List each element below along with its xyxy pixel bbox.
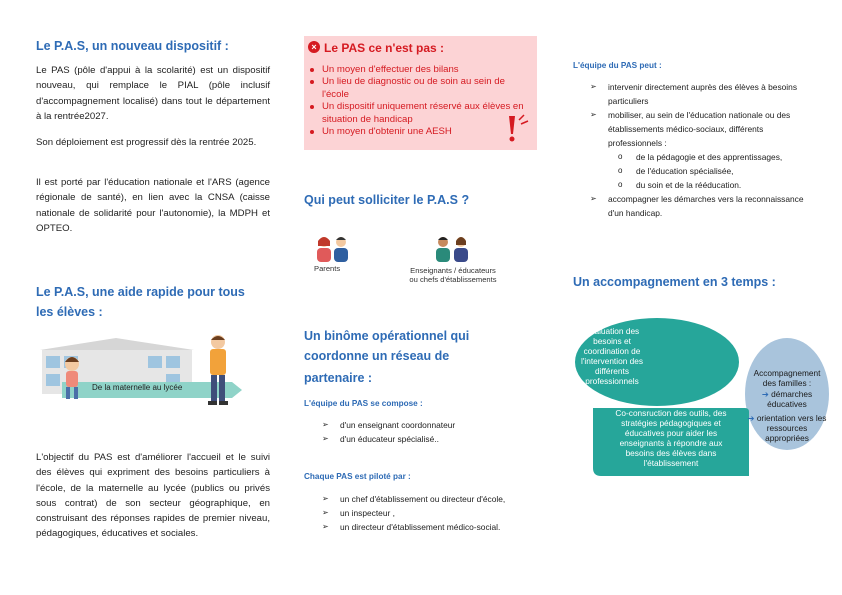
bubble-familles-title: Accompagnement des familles :	[753, 368, 821, 388]
equipe-peut-list	[590, 80, 810, 150]
label-enseignants	[398, 266, 508, 284]
label-enseignants-line1: Enseignants / éducateurs	[410, 266, 496, 275]
bubble-familles	[747, 368, 827, 443]
equipe-compose-title: L'équipe du PAS se compose :	[304, 399, 423, 408]
paragraph-objectif: L'objectif du PAS est d'améliorer l'accueil et le suivi des élèves qui expriment des besoins particuliers à l'école, de la maternelle au lycée (publics ou privés sous contrat) de son secteur géographique, en construisant des réponses rapides de premier niveau, pédagogiques, éducatives et sociales.	[36, 452, 270, 540]
paragraph-pas-definition: Le PAS (pôle d'appui à la scolarité) est un dispositif nouveau, qui remplace le PIAL (pôle inclusif d'accompagnement localisé) dans tout le département à la rentrée2027.	[36, 65, 270, 122]
illustration-maternelle-lycee	[38, 332, 270, 412]
list-item: Un dispositif uniquement réservé aux élèves en situation de handicap	[308, 101, 532, 126]
title-qui-peut-solliciter: Qui peut solliciter le P.A.S ?	[304, 193, 470, 207]
red-box-list	[308, 64, 532, 138]
pilote-list	[322, 492, 542, 534]
list-item: ➢ d'un enseignant coordonnateur	[322, 420, 456, 430]
list-item: ➢ accompagner les démarches vers la reconnaissance d'un handicap.	[590, 194, 804, 218]
bubble-coconstruction: Co-consruction des outils, des stratégies pédagogiques et éducatives pour aider les enseignants à répondre aux besoins des élèves dans l'établissement	[615, 408, 727, 468]
accompagnement-diagram	[565, 312, 831, 482]
pilote-title: Chaque PAS est piloté par :	[304, 472, 411, 481]
list-item: o du soin et de la rééducation.	[618, 180, 742, 190]
parents-icon	[313, 234, 355, 262]
list-item: o de la pédagogie et des apprentissages,	[618, 152, 783, 162]
title-accompagnement-3-temps: Un accompagnement en 3 temps :	[573, 275, 776, 289]
list-item: Un moyen d'obtenir une AESH	[308, 126, 532, 138]
equipe-peut-list-end	[590, 192, 810, 220]
teachers-icon	[432, 234, 474, 262]
red-box-pas-nest-pas	[304, 36, 537, 150]
list-item: ➢ un inspecteur ,	[322, 508, 395, 518]
title-binome-1: Un binôme opérationnel qui	[304, 329, 470, 343]
title-binome-2: coordonne un réseau de	[304, 349, 450, 363]
list-item: o de l'éducation spécialisée,	[618, 166, 734, 176]
close-icon: ×	[308, 41, 320, 53]
bubble-familles-item: ➔ orientation vers les ressources appropriées	[747, 413, 827, 443]
title-binome-3: partenaire :	[304, 371, 373, 385]
exclamation-icon	[506, 114, 530, 144]
equipe-peut-block	[590, 80, 810, 220]
red-box-title: Le PAS ce n'est pas :	[324, 41, 445, 55]
list-item: ➢ un directeur d'établissement médico-social.	[322, 522, 501, 532]
bubble-familles-item: ➔ démarches éducatives	[761, 389, 813, 409]
label-parents: Parents	[314, 264, 341, 273]
list-item: ➢ d'un éducateur spécialisé..	[322, 434, 439, 444]
equipe-list	[322, 418, 532, 446]
list-item: Un lieu de diagnostic ou de soin au sein de l'école	[308, 76, 532, 101]
paragraph-porte-par: Il est porté par l'éducation nationale et l'ARS (agence régionale de santé), en lien avec la CNSA (caisse nationale de solidarité pour l'autonomie), la MDPH et OPTEO.	[36, 177, 270, 234]
bubble-evaluation: Évaluation des besoins et coordination de l'intervention des différents professionnels	[580, 326, 643, 386]
title-nouveau-dispositif: Le P.A.S, un nouveau dispositif :	[36, 39, 229, 53]
title-aide-rapide-2: les élèves :	[36, 305, 103, 319]
list-item: ➢ mobiliser, au sein de l'éducation nationale ou des établissements médico-sociaux, différents professionnels :	[590, 110, 791, 148]
paragraph-deploiement: Son déploiement est progressif dès la rentrée 2025.	[36, 137, 257, 148]
school-illustration	[38, 332, 270, 412]
label-enseignants-line2: ou chefs d'établissements	[409, 275, 497, 284]
list-item: ➢ intervenir directement auprès des élèves à besoins particuliers	[590, 82, 798, 106]
equipe-peut-title: L'équipe du PAS peut :	[573, 61, 662, 70]
title-aide-rapide-1: Le P.A.S, une aide rapide pour tous	[36, 285, 245, 299]
arrow-label: De la maternelle au lycée	[92, 383, 183, 392]
professionnels-sublist	[618, 150, 810, 192]
list-item: ➢ un chef d'établissement ou directeur d'école,	[322, 494, 506, 504]
list-item: Un moyen d'effectuer des bilans	[308, 64, 532, 76]
